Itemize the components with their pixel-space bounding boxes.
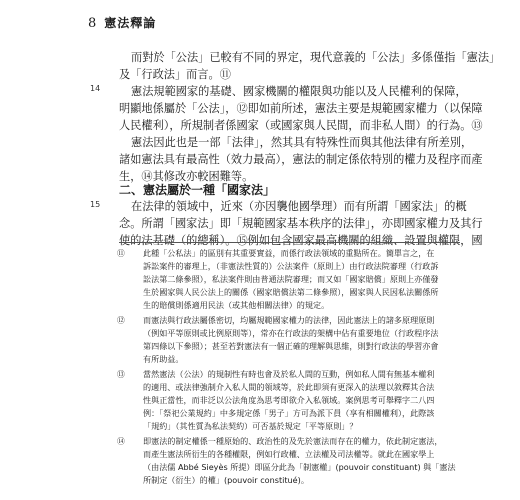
footnotes: [119, 247, 460, 489]
footnote-13: [119, 368, 460, 433]
paragraph-line: 使的法基礎（的總稱）。⑮例如包含國家最高機關的組織、設置與權限，國: [119, 234, 483, 247]
footnote-line: 所制定（衍生）的權」(pouvoir constitué)。: [143, 475, 309, 485]
paragraph-line: 諸如憲法具有最高性（效力最高），憲法的制定係依特別的權力及程序而產: [119, 153, 483, 166]
paragraph-line: 在法律的領域中，近來（亦因襲他國學理）而有所謂「國家法」的概: [131, 200, 467, 213]
page-header: [88, 14, 156, 32]
paragraph-2: [119, 83, 483, 134]
footnote-line: 而產生憲法所衍生的各種權限，例如行政權、立法權及司法權等。就此在國家學上: [143, 449, 435, 459]
footnote-line: 當然憲法（公法）的規制性有時也會及於私人間的互動，例如私人間有無基本權利: [143, 369, 435, 379]
paragraph-line: 念。所謂「國家法」即「規範國家基本秩序的法律」，亦即國家權力及其行: [119, 217, 483, 230]
margin-number-14: 14: [90, 84, 101, 93]
footnote-number: ⑬: [117, 370, 125, 379]
section-heading: 二、憲法屬於一種「國家法」: [119, 183, 276, 197]
footnote-line: 例：「祭祀公業規約」中多規定係「男子」方可為派下員（享有相關權利），此際該: [143, 408, 435, 418]
footnote-number: ⑫: [117, 316, 125, 325]
paragraph-line: 憲法因此也是一部「法律」，然其具有特殊性而與其他法律有所差別，: [131, 136, 473, 149]
footnote-number: ⑭: [117, 437, 125, 446]
book-title: 憲法釋論: [104, 16, 157, 30]
footnote-14: [119, 435, 460, 487]
footnote-line: （例如平等原則或比例原則等），常亦在行政法的架構中佔有重要地位（行政程序法: [143, 328, 439, 338]
footnote-line: 訴訟案件的審理上，（非憲法性質的）公法案件（原則上）由行政法院審理（行政訴: [143, 261, 439, 271]
footnote-line: 有所助益。: [143, 354, 184, 364]
footnote-line: 第四條以下參照）；甚至若對憲法有一個正確的理解與思維，則對行政法的學習亦會: [143, 341, 439, 351]
footnote-line: 「規約」（其性質為私法契約）可否基於規定「平等原則」？: [143, 421, 358, 431]
footnote-line: 生的賠償則係適用民法（或其他相關法律）的規定。: [143, 300, 330, 310]
page-number: 8: [88, 16, 97, 31]
footnote-line: （由法儒 Abbé Sieyès 所提）即區分此為「制憲權」(pouvoir constituant) 與「憲法: [143, 462, 456, 472]
footnote-line: 性與正當性，而非泛以公法角度為思考即欲介入私領域。案例思考可舉釋字二八四: [143, 395, 435, 405]
footnote-11: [119, 247, 460, 312]
paragraph-3: [119, 134, 483, 185]
paragraph-line: 明顯地係屬於「公法」，⑫即如前所述，憲法主要是規範國家權力（以保障: [119, 102, 483, 115]
paragraph-line: 及「行政法」而言。⑪: [119, 68, 231, 81]
footnote-line: 此種「公私法」的區別有其重要實益，而係行政法領域的重點所在。簡單言之，在: [143, 248, 435, 258]
paragraph-line: 生，⑭其修改亦較困難等。: [119, 170, 254, 183]
footnote-divider: [119, 242, 460, 243]
footnote-12: [119, 314, 460, 366]
footnote-number: ⑪: [117, 249, 125, 258]
paragraph-line: 憲法規範國家的基礎、國家機關的權限與功能以及人民權利的保障，: [131, 85, 467, 98]
footnote-line: 訟法第二條參照），私法案件則由普通法院審理；而又如「國家賠償」原則上亦僅發: [143, 274, 439, 284]
footnote-line: 生於國家與人民公法上的關係（國家賠償法第二條參照），國家與人民因私法關係所: [143, 287, 439, 297]
footnote-line: 即憲法的制定權係一種原始的、政治性的及先於憲法而存在的權力，依此制定憲法，: [143, 436, 443, 446]
footnote-line: 而憲法與行政法屬係密切，均屬規範國家權力的法律，因此憲法上的諸多原理原則: [143, 315, 435, 325]
footnote-line: 的適用、或法律強制介入私人間的領域等，於此即須有更深入的法理以敘釋其合法: [143, 382, 435, 392]
paragraph-line: 而對於「公法」已較有不同的界定，現代意義的「公法」多係僅指「憲法」: [131, 51, 501, 64]
paragraph-1: [119, 49, 501, 83]
margin-number-15: 15: [90, 200, 101, 209]
paragraph-line: 人民權利），所規制者係國家（或國家與人民間，而非私人間）的行為。⑬: [119, 119, 483, 132]
